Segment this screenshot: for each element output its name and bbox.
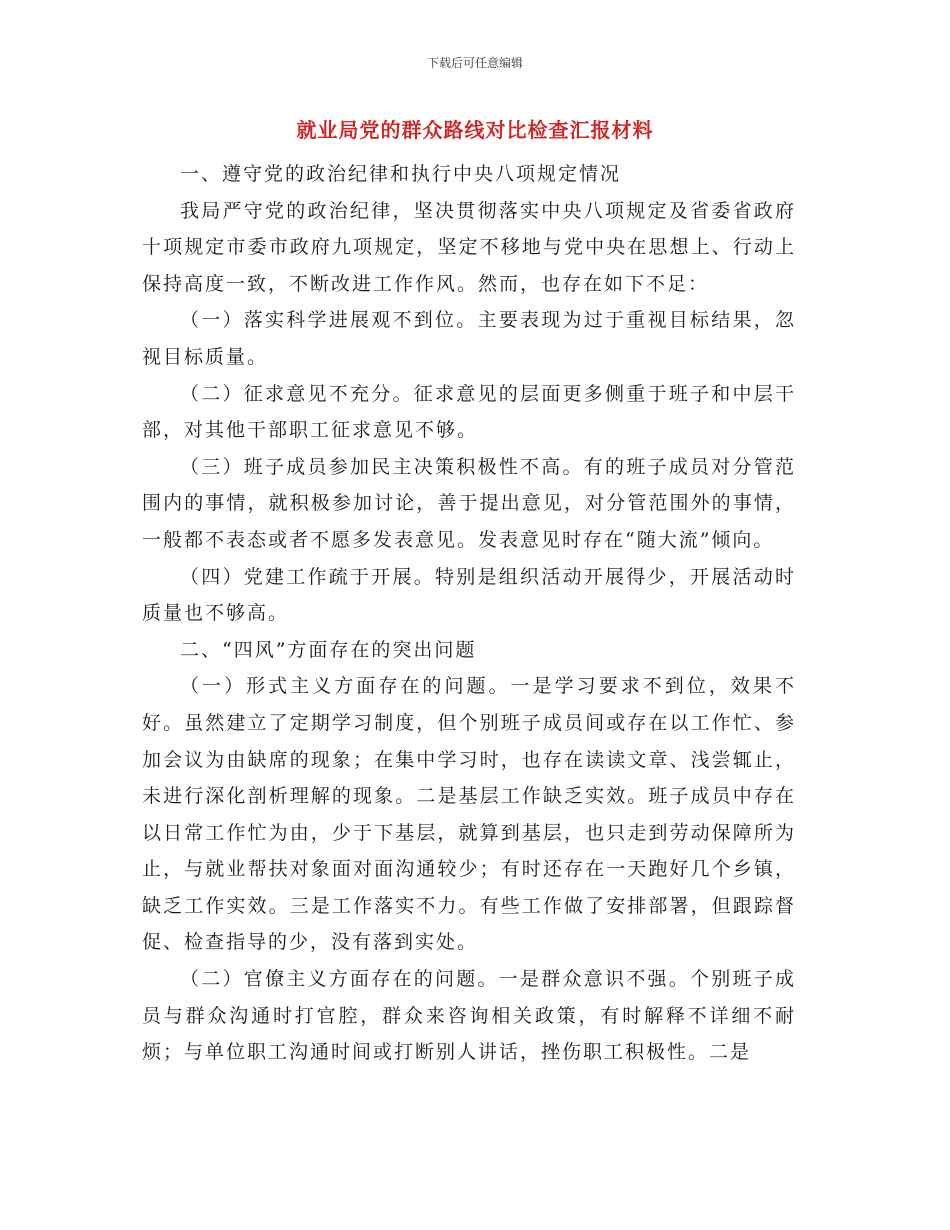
paragraph: （二）征求意见不充分。征求意见的层面更多侧重于班子和中层干部，对其他干部职工征求意见不够。 — [142, 382, 796, 442]
section-heading: 二、“四风”方面存在的突出问题 — [180, 638, 477, 661]
paragraph: （一）形式主义方面存在的问题。一是学习要求不到位，效果不好。虽然建立了定期学习制度，但个别班子成员间或存在以工作忙、参加会议为由缺席的现象；在集中学习时，也存在读读文章、浅尝辄止，未进行深化剖析理解的现象。二是基层工作缺乏实效。班子成员中存在以日常工作忙为由，少于下基层，就算到基层，也只走到劳动保障所为止，与就业帮扶对象面对面沟通较少；有时还存在一天跑好几个乡镇，缺乏工作实效。三是工作落实不力。有些工作做了安排部署，但跟踪督促、检查指导的少，没有落到实处。 — [142, 675, 796, 954]
section-heading: 一、遵守党的政治纪律和执行中央八项规定情况 — [180, 163, 622, 185]
document-title: 就业局党的群众路线对比检查汇报材料 — [296, 118, 654, 142]
paragraph: 我局严守党的政治纪律，坚决贯彻落实中央八项规定及省委省政府十项规定市委市政府九项规定，坚定不移地与党中央在思想上、行动上保持高度一致，不断改进工作作风。然而，也存在如下不足： — [142, 199, 796, 295]
paragraph: （四）党建工作疏于开展。特别是组织活动开展得少，开展活动时质量也不够高。 — [142, 565, 796, 625]
paragraph: （三）班子成员参加民主决策积极性不高。有的班子成员对分管范围内的事情，就积极参加讨论，善于提出意见，对分管范围外的事情，一般都不表态或者不愿多发表意见。发表意见时存在“随大流”倾向。 — [142, 455, 796, 551]
document-body — [142, 156, 796, 1071]
paragraph: （一）落实科学进展观不到位。主要表现为过于重视目标结果，忽视目标质量。 — [142, 309, 796, 368]
paragraph: （二）官僚主义方面存在的问题。一是群众意识不强。个别班子成员与群众沟通时打官腔，群众来咨询相关政策，有时解释不详细不耐烦；与单位职工沟通时间或打断别人讲话，挫伤职工积极性。二是 — [142, 968, 796, 1064]
header-note: 下载后可任意编辑 — [426, 56, 523, 70]
